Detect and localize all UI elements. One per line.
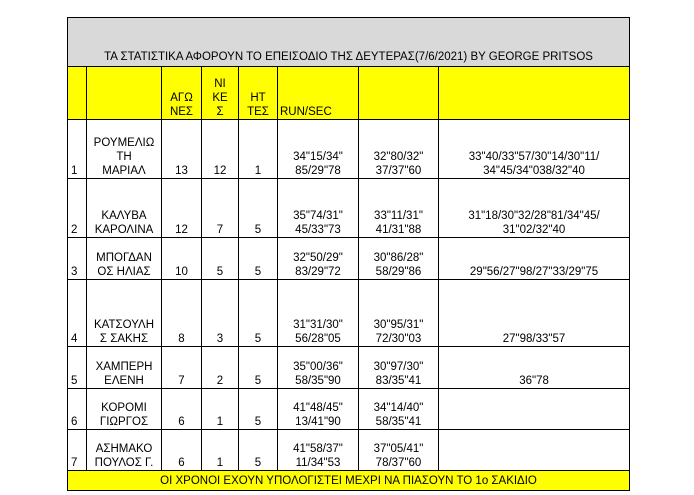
stats-table: [67, 17, 630, 491]
footer-note: ΟΙ ΧΡΟΝΟΙ ΕΧΟΥΝ ΥΠΟΛΟΓΙΣΤΕΙ ΜΕΧΡΙ ΝΑ ΠΙΑΣΟΥΝ ΤΟ 1ο ΣΑΚΙΔΙΟ: [68, 471, 630, 491]
row-run3: 29"56/27"98/27"33/29"75: [439, 238, 630, 280]
row-rank: 2: [68, 179, 87, 238]
table-row: [68, 430, 630, 471]
header-wins: ΝΙ ΚΕ Σ: [202, 67, 239, 120]
row-losses: 5: [239, 238, 278, 280]
row-rank: 6: [68, 389, 87, 430]
row-games: 7: [162, 347, 202, 389]
row-games: 12: [162, 179, 202, 238]
row-run3: 27"98/33"57: [439, 280, 630, 347]
row-run1: 32"50/29" 83/29"72: [278, 238, 359, 280]
row-wins: 2: [202, 347, 239, 389]
row-rank: 4: [68, 280, 87, 347]
sheet-title: ΤΑ ΣΤΑΤΙΣΤΙΚΑ ΑΦΟΡΟΥΝ ΤΟ ΕΠΕΙΣΟΔΙΟ ΤΗΣ ΔΕΥΤΕΡΑΣ(7/6/2021) BY GEORGE PRITSOS: [68, 18, 630, 67]
table-row: [68, 238, 630, 280]
row-run3: [439, 430, 630, 471]
row-run2: 30"86/28" 58/29"86: [359, 238, 439, 280]
row-wins: 1: [202, 430, 239, 471]
header-rank: [68, 67, 87, 120]
row-name: ΜΠΟΓΔΑΝ ΟΣ ΗΛΙΑΣ: [87, 238, 162, 280]
header-row: [68, 67, 630, 120]
row-run3: 31"18/30"32/28"81/34"45/ 31"02/32"40: [439, 179, 630, 238]
row-run2: 34"14/40" 58/35"41: [359, 389, 439, 430]
row-wins: 7: [202, 179, 239, 238]
row-name: ΚΟΡΟΜΙ ΓΙΩΡΓΟΣ: [87, 389, 162, 430]
row-games: 6: [162, 389, 202, 430]
row-wins: 3: [202, 280, 239, 347]
table-row: [68, 389, 630, 430]
header-run-sec: RUN/SEC: [278, 67, 359, 120]
row-games: 6: [162, 430, 202, 471]
row-run2: 32"80/32" 37/37"60: [359, 120, 439, 179]
row-run1: 41"58/37" 11/34"53: [278, 430, 359, 471]
table-row: [68, 280, 630, 347]
row-run1: 35"74/31" 45/33"73: [278, 179, 359, 238]
row-run2: 30"95/31" 72/30"03: [359, 280, 439, 347]
row-losses: 5: [239, 347, 278, 389]
stats-sheet: [67, 17, 629, 491]
table-row: [68, 347, 630, 389]
row-run1: 31"31/30" 56/28"05: [278, 280, 359, 347]
row-losses: 5: [239, 179, 278, 238]
header-run3: [439, 67, 630, 120]
row-run3: 36"78: [439, 347, 630, 389]
row-name: ΑΣΗΜΑΚΟ ΠΟΥΛΟΣ Γ.: [87, 430, 162, 471]
header-run2: [359, 67, 439, 120]
row-losses: 5: [239, 430, 278, 471]
footer-row: [68, 471, 630, 491]
row-run1: 34"15/34" 85/29"78: [278, 120, 359, 179]
table-row: [68, 120, 630, 179]
row-losses: 5: [239, 389, 278, 430]
header-games: ΑΓΩ ΝΕΣ: [162, 67, 202, 120]
row-games: 8: [162, 280, 202, 347]
header-name: [87, 67, 162, 120]
row-run2: 33"11/31" 41/31"88: [359, 179, 439, 238]
row-wins: 12: [202, 120, 239, 179]
header-losses: ΗΤ ΤΕΣ: [239, 67, 278, 120]
row-rank: 7: [68, 430, 87, 471]
row-name: ΡΟΥΜΕΛΙΩ ΤΗ ΜΑΡΙΑΛ: [87, 120, 162, 179]
row-name: ΧΑΜΠΕΡΗ ΕΛΕΝΗ: [87, 347, 162, 389]
row-wins: 1: [202, 389, 239, 430]
row-name: ΚΑΤΣΟΥΛΗ Σ ΣΑΚΗΣ: [87, 280, 162, 347]
row-rank: 5: [68, 347, 87, 389]
row-run1: 41"48/45" 13/41"90: [278, 389, 359, 430]
row-games: 10: [162, 238, 202, 280]
row-losses: 1: [239, 120, 278, 179]
row-run3: 33"40/33"57/30"14/30"11/ 34"45/34"038/32"40: [439, 120, 630, 179]
table-row: [68, 179, 630, 238]
row-name: ΚΑΛΥΒΑ ΚΑΡΟΛΙΝΑ: [87, 179, 162, 238]
title-row: [68, 18, 630, 67]
row-run1: 35"00/36" 58/35"90: [278, 347, 359, 389]
row-games: 13: [162, 120, 202, 179]
row-run2: 37"05/41" 78/37"60: [359, 430, 439, 471]
row-wins: 5: [202, 238, 239, 280]
row-run2: 30"97/30" 83/35"41: [359, 347, 439, 389]
row-losses: 5: [239, 280, 278, 347]
row-run3: [439, 389, 630, 430]
row-rank: 3: [68, 238, 87, 280]
row-rank: 1: [68, 120, 87, 179]
